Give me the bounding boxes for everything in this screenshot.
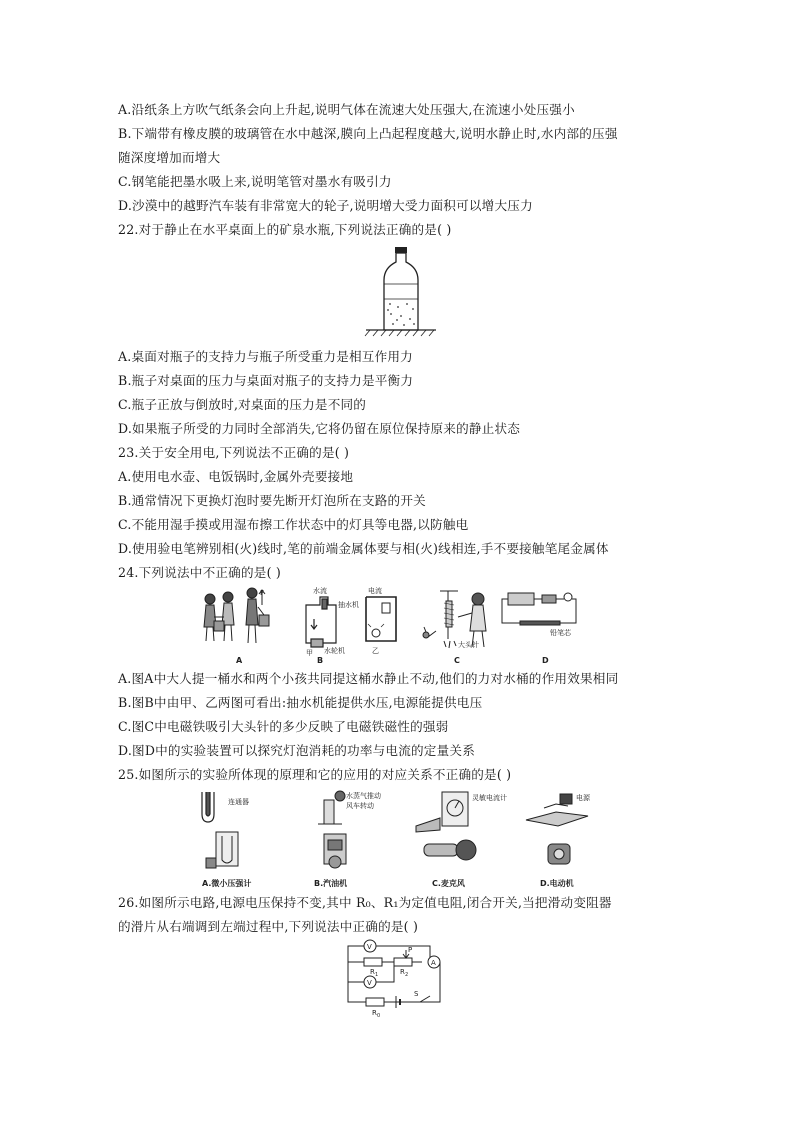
pencil-lead-label: 铅笔芯 [550,629,571,637]
caption-a: A.微小压强计 [202,879,252,888]
caption-d: D.电动机 [540,879,574,888]
figure-b-electric-circuit [366,597,396,641]
q24-option-b: B.图B中由甲、乙两图可看出:抽水机能提供水压,电源能提供电压 [118,695,483,710]
q22-option-b: B.瓶子对桌面的压力与桌面对瓶子的支持力是平衡力 [118,373,414,388]
q26-circuit [336,938,456,1018]
caption-c: C.麦克风 [432,879,465,888]
q25-stem: 25.如图所示的实验所体现的原理和它的应用的对应关系不正确的是( ) [118,767,512,782]
figure-label-c: C [454,656,460,665]
yi-label: 乙 [372,647,379,655]
q24-stem: 24.下列说法中不正确的是( ) [118,565,281,580]
q21-option-b: B.下端带有橡皮膜的玻璃管在水中越深,膜向上凸起程度越大,说明水静止时,水内部的压强 [118,126,618,141]
r1-label: R [370,968,375,976]
galvanometer-label: 灵敏电流计 [472,794,507,802]
q23-option-d: D.使用验电笔辨别相(火)线时,笔的前端金属体要与相(火)线相连,手不要接触笔尾金属体 [118,541,609,556]
q24-option-d: D.图D中的实验装置可以探究灯泡消耗的功率与电流的定量关系 [118,743,475,758]
figure-c-galvanometer [416,792,468,832]
force-label-f: F [260,589,265,597]
water-bottle-figure [360,244,440,338]
figure-c-electromagnet [423,591,486,648]
figure-b-steam [318,791,345,824]
q24-figures [196,583,596,667]
q21-option-a: A.沿纸条上方吹气纸条会向上升起,说明气体在流速大处压强大,在流速小处压强小 [118,102,575,117]
figure-b-water-analogy [306,597,336,647]
a-label: A [431,959,436,967]
q21-option-b-cont: 随深度增加而增大 [118,150,221,165]
jia-label: 甲 [306,649,313,657]
v2-label: V [367,979,372,987]
figure-b-engine [324,834,346,868]
v1-label: V [367,943,372,951]
steam-note-1: 水蒸气推动 [346,792,381,800]
s-label: S [414,990,419,998]
q21-option-c: C.钢笔能把墨水吸上来,说明笔管对墨水有吸引力 [118,174,392,189]
q23-option-c: C.不能用湿手摸或用湿布擦工作状态中的灯具等电器,以防触电 [118,517,469,532]
q22-option-a: A.桌面对瓶子的支持力与瓶子所受重力是相互作用力 [118,349,413,364]
water-flow-label: 水流 [313,587,327,595]
q23-stem: 23.关于安全用电,下列说法不正确的是( ) [118,445,350,460]
turbine-label: 水轮机 [324,647,345,655]
figure-label-d: D [542,656,549,665]
figure-label-b: B [317,656,324,665]
caption-b: B.汽油机 [314,879,348,888]
q23-option-b: B.通常情况下更换灯泡时要先断开灯泡所在支路的开关 [118,493,426,508]
figure-label-a: A [236,656,243,665]
q21-option-d: D.沙漠中的越野汽车装有非常宽大的轮子,说明增大受力面积可以增大压力 [118,198,533,213]
q22-option-c: C.瓶子正放与倒放时,对桌面的压力是不同的 [118,397,367,412]
connector-label: 连通器 [228,798,249,806]
q24-option-c: C.图C中电磁铁吸引大头针的多少反映了电磁铁磁性的强弱 [118,719,449,734]
figure-d-pencil-lead-circuit [502,593,576,625]
r1-sub: 1 [375,972,379,978]
q22-stem: 22.对于静止在水平桌面上的矿泉水瓶,下列说法正确的是( ) [118,222,452,237]
q22-option-d: D.如果瓶子所受的力同时全部消失,它将仍留在原位保持原来的静止状态 [118,421,521,436]
power-label: 电流 [368,587,382,595]
power-supply-label: 电源 [576,794,590,802]
r0-sub: 0 [377,1013,381,1018]
steam-note-2: 风车转动 [346,802,374,810]
r2-sub: 2 [405,972,409,978]
q25-figures [196,786,616,892]
figure-a-connector [202,792,214,822]
pins-label: 大头针 [458,641,479,649]
r2-label: R [400,968,405,976]
q23-option-a: A.使用电水壶、电饭锅时,金属外壳要接地 [118,469,354,484]
q26-stem-line1: 26.如图所示电路,电源电压保持不变,其中 R₀、R₁为定值电阻,闭合开关,当把滑动变阻器 [118,895,612,910]
q26-stem-line2: 的滑片从右端调到左端过程中,下列说法中正确的是( ) [118,919,419,934]
q24-option-a: A.图A中大人提一桶水和两个小孩共同提这桶水静止不动,他们的力对水桶的作用效果相同 [118,671,619,686]
r0-label: R [372,1009,377,1017]
figure-a-manometer [206,832,238,868]
p-label: P [408,946,413,954]
figure-c-microphone [424,840,476,860]
figure-d-motor [548,844,570,864]
pump-label: 抽水机 [338,601,359,609]
